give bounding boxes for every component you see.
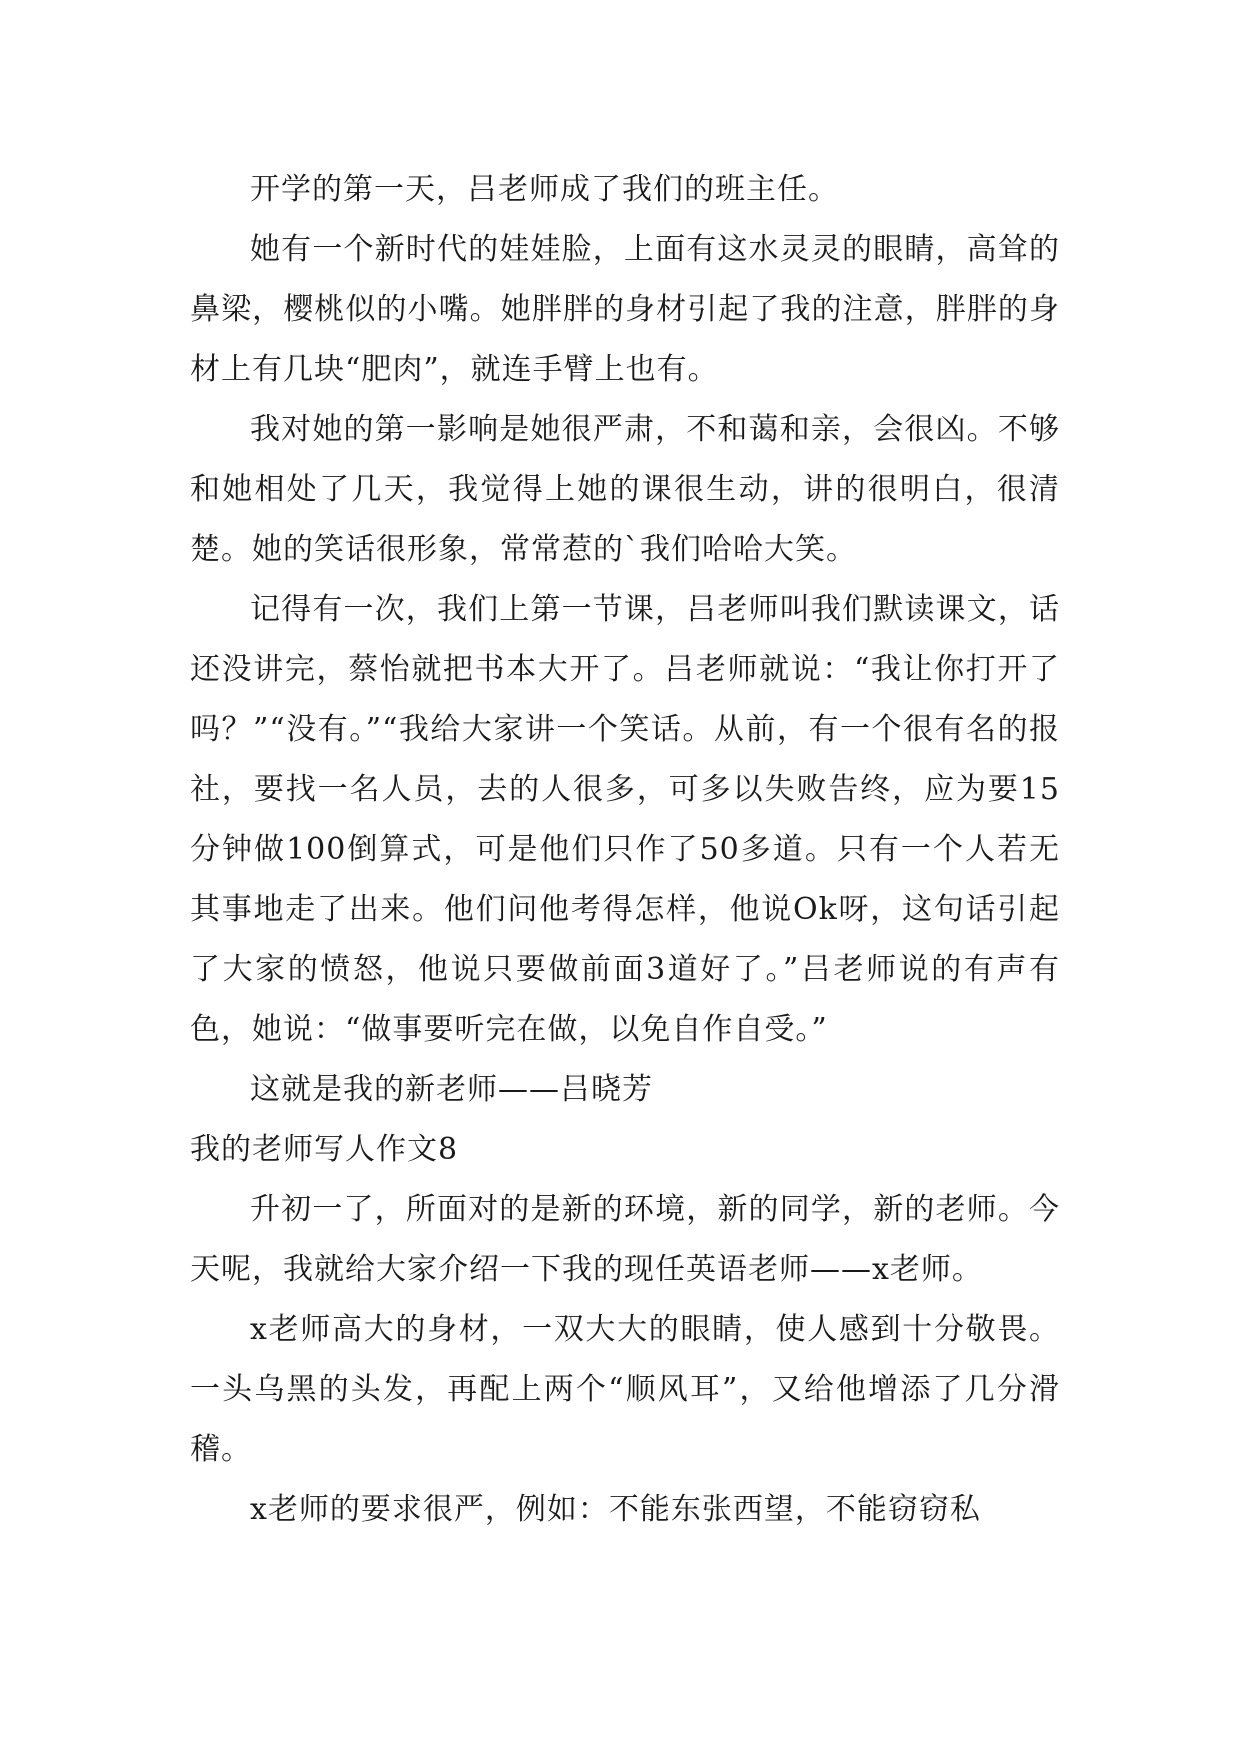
paragraph-first-day: 开学的第一天，吕老师成了我们的班主任。 <box>250 172 839 207</box>
paragraph-story: 记得有一次，我们上第一节课，吕老师叫我们默读课文，话还没讲完，蔡怡就把书本大开了。吕老师就说：“我让你打开了吗？”“没有。”“我给大家讲一个笑话。从前，有一个很有名的报社，要找一名人员，去的人很多，可多以失败告终，应为要15分钟做100倒算式，可是他们只作了50多道。只有一个人若无其事地走了出来。他们问他考得怎样，他说Ok呀，这句话引起了大家的愤怒，他说只要做前面3道好了。”吕老师说的有声有色，她说：“做事要听完在做，以免自作自受。” <box>190 592 1060 1047</box>
paragraph-teacher-appearance: x老师高大的身材，一双大大的眼睛，使人感到十分敬畏。一头乌黑的头发，再配上两个“顺风耳”，又给他增添了几分滑稽。 <box>190 1312 1060 1467</box>
paragraph-new-teacher-intro: 升初一了，所面对的是新的环境，新的同学，新的老师。今天呢，我就给大家介绍一下我的现任英语老师——x老师。 <box>190 1192 1060 1287</box>
section-heading: 我的老师写人作文8 <box>190 1132 459 1167</box>
document-page <box>190 160 1060 1540</box>
paragraph-conclusion: 这就是我的新老师——吕晓芳 <box>250 1072 653 1107</box>
paragraph-impression: 我对她的第一影响是她很严肃，不和蔼和亲，会很凶。不够和她相处了几天，我觉得上她的课很生动，讲的很明白，很清楚。她的笑话很形象，常常惹的`我们哈哈大笑。 <box>190 412 1060 567</box>
paragraph-appearance: 她有一个新时代的娃娃脸，上面有这水灵灵的眼睛，高耸的鼻梁，樱桃似的小嘴。她胖胖的身材引起了我的注意，胖胖的身材上有几块“肥肉”，就连手臂上也有。 <box>190 232 1060 387</box>
paragraph-teacher-requirements: x老师的要求很严，例如：不能东张西望，不能窃窃私 <box>250 1492 981 1527</box>
